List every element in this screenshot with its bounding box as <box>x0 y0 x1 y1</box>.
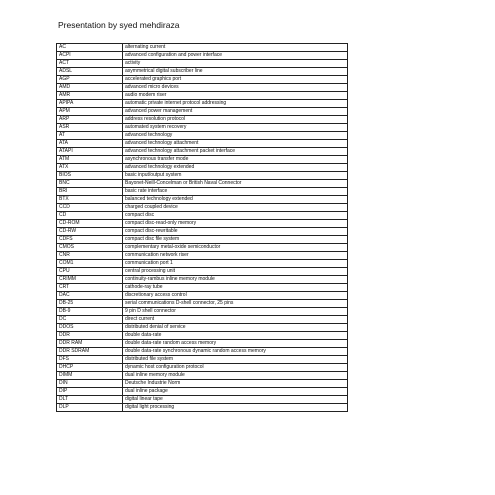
table-row <box>57 356 348 364</box>
table-row <box>57 396 348 404</box>
definition-cell: Bayonet-Neill-Concelman or British Naval Connector <box>123 180 348 188</box>
table-row <box>57 148 348 156</box>
table-row <box>57 92 348 100</box>
acronym-cell: DFS <box>57 356 123 364</box>
table-row <box>57 228 348 236</box>
table-row <box>57 244 348 252</box>
definition-cell: communication network riser <box>123 252 348 260</box>
table-row <box>57 276 348 284</box>
acronym-cell: ADSL <box>57 68 123 76</box>
table-row <box>57 60 348 68</box>
definition-cell: continuity-rambus inline memory module <box>123 276 348 284</box>
acronym-cell: CCD <box>57 204 123 212</box>
definition-cell: automated system recovery <box>123 124 348 132</box>
definition-cell: advanced micro devices <box>123 84 348 92</box>
acronym-cell: AMR <box>57 92 123 100</box>
table-row <box>57 364 348 372</box>
table-row <box>57 100 348 108</box>
acronym-cell: ATM <box>57 156 123 164</box>
definition-cell: compact disc-rewritable <box>123 228 348 236</box>
definition-cell: central processing unit <box>123 268 348 276</box>
acronym-cell: DDOS <box>57 324 123 332</box>
acronym-cell: ASR <box>57 124 123 132</box>
acronym-cell: ATAPI <box>57 148 123 156</box>
table-row <box>57 188 348 196</box>
acronym-cell: APIPA <box>57 100 123 108</box>
definition-cell: double data-rate synchronous dynamic random access memory <box>123 348 348 356</box>
definition-cell: basic rate interface <box>123 188 348 196</box>
definition-cell: activity <box>123 60 348 68</box>
acronym-cell: CRT <box>57 284 123 292</box>
acronym-cell: ATX <box>57 164 123 172</box>
table-row <box>57 172 348 180</box>
acronym-cell: BTX <box>57 196 123 204</box>
table-row <box>57 52 348 60</box>
table-row <box>57 76 348 84</box>
definition-cell: advanced power management <box>123 108 348 116</box>
table-row <box>57 236 348 244</box>
definition-cell: address resolution protocol <box>123 116 348 124</box>
acronym-table <box>56 43 348 412</box>
definition-cell: complementary metal-oxide semiconductor <box>123 244 348 252</box>
table-row <box>57 260 348 268</box>
definition-cell: asymmetrical digital subscriber line <box>123 68 348 76</box>
page-title: Presentation by syed mehdiraza <box>58 20 180 30</box>
table-row <box>57 340 348 348</box>
acronym-cell: DLT <box>57 396 123 404</box>
acronym-cell: CDFS <box>57 236 123 244</box>
table-row <box>57 180 348 188</box>
definition-cell: dynamic host configuration protocol <box>123 364 348 372</box>
acronym-cell: ACPI <box>57 52 123 60</box>
acronym-cell: DB-9 <box>57 308 123 316</box>
table-row <box>57 316 348 324</box>
acronym-cell: DHCP <box>57 364 123 372</box>
table-row <box>57 284 348 292</box>
table-row <box>57 348 348 356</box>
acronym-cell: CD-RW <box>57 228 123 236</box>
table-row <box>57 220 348 228</box>
acronym-cell: ACT <box>57 60 123 68</box>
acronym-cell: AGP <box>57 76 123 84</box>
definition-cell: 9 pin D shell connector <box>123 308 348 316</box>
acronym-cell: ARP <box>57 116 123 124</box>
definition-cell: accelerated graphics port <box>123 76 348 84</box>
acronym-cell: DAC <box>57 292 123 300</box>
definition-cell: advanced technology extended <box>123 164 348 172</box>
definition-cell: dual inline memory module <box>123 372 348 380</box>
definition-cell: digital linear tape <box>123 396 348 404</box>
acronym-cell: CRIMM <box>57 276 123 284</box>
acronym-cell: AT <box>57 132 123 140</box>
table-row <box>57 124 348 132</box>
definition-cell: charged coupled device <box>123 204 348 212</box>
definition-cell: balanced technology extended <box>123 196 348 204</box>
definition-cell: compact disc <box>123 212 348 220</box>
definition-cell: alternating current <box>123 44 348 52</box>
acronym-cell: APM <box>57 108 123 116</box>
table-row <box>57 108 348 116</box>
definition-cell: double data-rate <box>123 332 348 340</box>
acronym-cell: BRI <box>57 188 123 196</box>
table-row <box>57 372 348 380</box>
definition-cell: Deutsche Industrie Norm <box>123 380 348 388</box>
table-row <box>57 84 348 92</box>
definition-cell: discretionary access control <box>123 292 348 300</box>
table-row <box>57 164 348 172</box>
definition-cell: digital light processing <box>123 404 348 412</box>
acronym-cell: DDR <box>57 332 123 340</box>
acronym-cell: CPU <box>57 268 123 276</box>
acronym-cell: CNR <box>57 252 123 260</box>
table-row <box>57 324 348 332</box>
definition-cell: communication port 1 <box>123 260 348 268</box>
definition-cell: advanced technology attachment packet interface <box>123 148 348 156</box>
acronym-cell: CMOS <box>57 244 123 252</box>
definition-cell: audio modem riser <box>123 92 348 100</box>
definition-cell: automatic private internet protocol addressing <box>123 100 348 108</box>
table-row <box>57 212 348 220</box>
acronym-cell: DB-25 <box>57 300 123 308</box>
acronym-cell: CD-ROM <box>57 220 123 228</box>
acronym-cell: AMD <box>57 84 123 92</box>
table-row <box>57 292 348 300</box>
acronym-cell: DLP <box>57 404 123 412</box>
table-row <box>57 268 348 276</box>
table-row <box>57 156 348 164</box>
table-row <box>57 132 348 140</box>
acronym-cell: ATA <box>57 140 123 148</box>
table-row <box>57 196 348 204</box>
definition-cell: advanced technology attachment <box>123 140 348 148</box>
table-row <box>57 116 348 124</box>
definition-cell: compact disc-read-only memory <box>123 220 348 228</box>
definition-cell: advanced technology <box>123 132 348 140</box>
acronym-cell: CD <box>57 212 123 220</box>
definition-cell: basic input/output system <box>123 172 348 180</box>
definition-cell: distributed denial of service <box>123 324 348 332</box>
definition-cell: cathode-ray tube <box>123 284 348 292</box>
acronym-table-body <box>57 44 348 412</box>
acronym-cell: DC <box>57 316 123 324</box>
table-row <box>57 252 348 260</box>
table-row <box>57 380 348 388</box>
definition-cell: asynchronous transfer mode <box>123 156 348 164</box>
table-row <box>57 332 348 340</box>
definition-cell: serial communications D-shell connector, 25 pins <box>123 300 348 308</box>
table-row <box>57 68 348 76</box>
table-row <box>57 308 348 316</box>
acronym-cell: DIN <box>57 380 123 388</box>
definition-cell: double data-rate random access memory <box>123 340 348 348</box>
acronym-cell: BNC <box>57 180 123 188</box>
acronym-cell: AC <box>57 44 123 52</box>
table-row <box>57 140 348 148</box>
definition-cell: direct current <box>123 316 348 324</box>
acronym-cell: DIP <box>57 388 123 396</box>
table-row <box>57 388 348 396</box>
table-row <box>57 44 348 52</box>
definition-cell: dual inline package <box>123 388 348 396</box>
table-row <box>57 300 348 308</box>
acronym-cell: BIOS <box>57 172 123 180</box>
table-row <box>57 404 348 412</box>
table-row <box>57 204 348 212</box>
acronym-cell: DDR RAM <box>57 340 123 348</box>
definition-cell: distributed file system <box>123 356 348 364</box>
definition-cell: compact disc file system <box>123 236 348 244</box>
acronym-cell: DDR SDRAM <box>57 348 123 356</box>
acronym-cell: DIMM <box>57 372 123 380</box>
definition-cell: advanced configuration and power interface <box>123 52 348 60</box>
acronym-cell: COM1 <box>57 260 123 268</box>
